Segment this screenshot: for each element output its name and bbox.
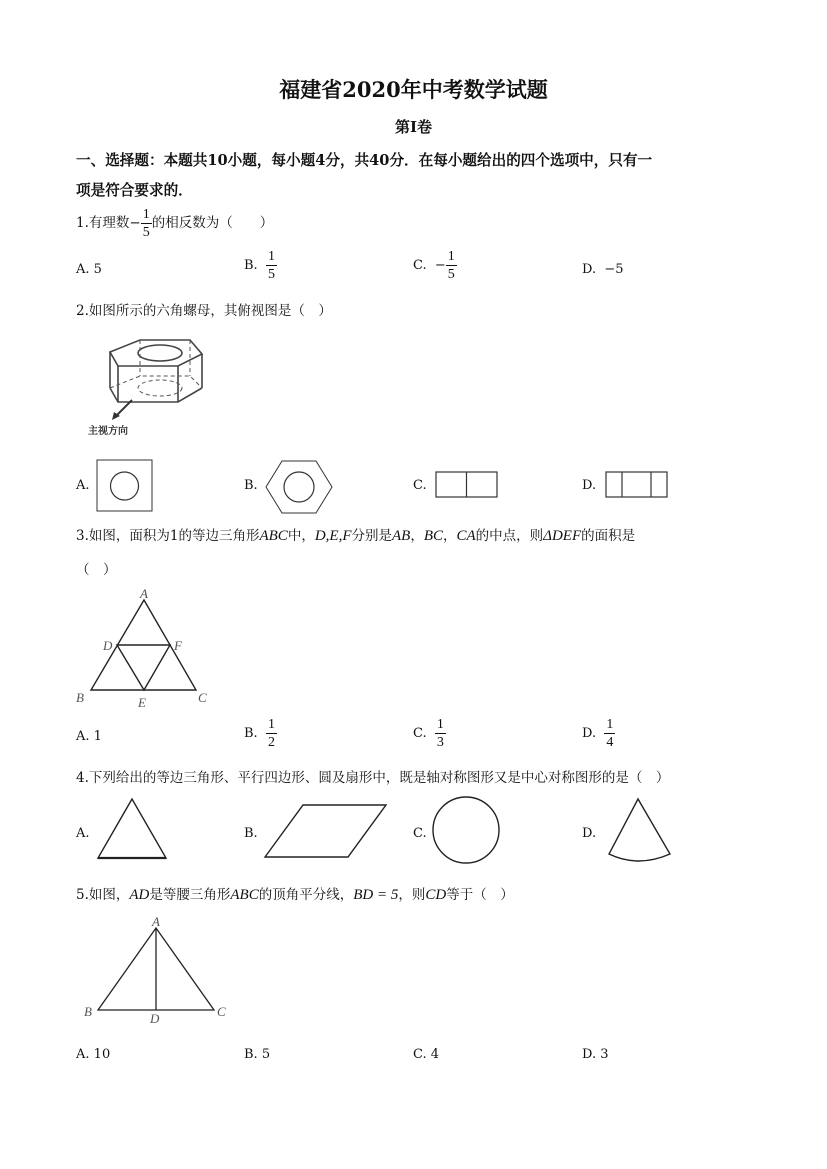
nut-top-face xyxy=(110,340,202,366)
option-label: C. xyxy=(413,726,427,741)
option-label: A. xyxy=(76,262,90,277)
section-heading xyxy=(76,146,752,206)
q1-option-d[interactable] xyxy=(582,262,624,277)
q3-math-bc: BC xyxy=(423,528,443,544)
q3-text-3: 分别是 xyxy=(351,528,392,544)
option-label: C. xyxy=(413,258,427,273)
option-label: A. xyxy=(76,729,90,744)
q2-option-d-label[interactable]: D. xyxy=(582,478,597,493)
page-title: 福建省2020年中考数学试题 xyxy=(279,77,548,102)
option-value: 10 xyxy=(93,1047,111,1062)
q1-option-a[interactable] xyxy=(76,262,102,277)
hex-nut-figure xyxy=(80,332,220,442)
option-value: 3 xyxy=(600,1047,609,1062)
q5-option-a[interactable] xyxy=(76,1047,110,1062)
q5-text-3: 的顶角平分线， xyxy=(258,887,354,903)
q1-option-b[interactable] xyxy=(244,248,277,283)
q1-suffix: 的相反数为（ ） xyxy=(151,215,274,231)
q5-math-bd: BD = 5 xyxy=(353,887,399,903)
frac-num: 1 xyxy=(447,249,455,264)
option-fraction xyxy=(435,716,446,751)
option-label: D. xyxy=(582,726,597,741)
option-fraction xyxy=(446,248,457,283)
option-label: D. xyxy=(582,262,597,277)
question-2: 2.如图所示的六角螺母，其俯视图是（ ） xyxy=(76,303,332,319)
frac-num: 1 xyxy=(267,717,275,732)
frac-den: 5 xyxy=(447,267,455,282)
q1-option-c[interactable] xyxy=(413,248,457,283)
parallelogram xyxy=(265,805,386,857)
q4-option-d-figure[interactable] xyxy=(602,796,676,866)
q3-text-2: 中， xyxy=(287,528,315,544)
question-3-line-2: （ ） xyxy=(76,562,117,578)
option-label: C. xyxy=(413,1047,427,1062)
label-a: A xyxy=(140,586,148,601)
sector-shape xyxy=(609,799,670,861)
q3-math-ca: CA xyxy=(456,528,476,544)
q5-text-1: 5.如图， xyxy=(76,887,130,903)
q4-option-c-label[interactable]: C. xyxy=(413,826,427,841)
q3-math-ab: AB xyxy=(392,528,411,544)
volume-label: 第Ⅰ卷 xyxy=(394,118,433,136)
q2-option-c-label[interactable]: C. xyxy=(413,478,427,493)
q1-neg: − xyxy=(129,215,141,231)
q5-option-c[interactable] xyxy=(413,1047,439,1062)
option-label: A. xyxy=(76,1047,90,1062)
label-a: A xyxy=(152,916,160,929)
q4-option-c-figure[interactable] xyxy=(431,795,501,865)
q5-math-cd: CD xyxy=(425,887,447,903)
q3-text-4: 的中点，则 xyxy=(475,528,544,544)
q3-math-abc: ABC xyxy=(259,528,288,544)
option-fraction xyxy=(266,248,277,283)
q1-fraction xyxy=(141,206,152,241)
q2-option-c-figure[interactable] xyxy=(435,471,499,499)
section-heading-line-2: 项是符合要求的． xyxy=(76,182,193,199)
q5-text-5: 等于（ ） xyxy=(446,887,514,903)
option-value: 5 xyxy=(261,1047,271,1062)
option-value: 4 xyxy=(430,1047,440,1062)
view-direction-caption: 主视方向 xyxy=(88,426,128,437)
frac-den: 4 xyxy=(606,735,614,750)
circle-shape xyxy=(433,797,499,863)
nut-top-hole xyxy=(138,345,182,361)
q3-option-c[interactable] xyxy=(413,716,446,751)
q2-option-d-figure[interactable] xyxy=(605,471,669,499)
q3-option-a[interactable] xyxy=(76,729,102,744)
option-fraction xyxy=(604,716,615,751)
question-3 xyxy=(76,524,635,545)
frac-den: 3 xyxy=(436,735,444,750)
q1-frac-num: 1 xyxy=(142,207,150,222)
label-c: C xyxy=(217,1004,226,1019)
q5-math-ad: AD xyxy=(129,887,150,903)
q3-triangle-figure xyxy=(72,586,212,710)
q2-option-a-figure[interactable] xyxy=(96,459,154,513)
q5-math-abc: ABC xyxy=(230,887,259,903)
q3-text-5: 的面积是 xyxy=(581,528,636,544)
q2-option-a-label[interactable]: A. xyxy=(76,478,90,493)
q5-option-d[interactable] xyxy=(582,1047,609,1062)
q3-text-1: 3.如图，面积为1的等边三角形 xyxy=(76,528,260,544)
label-d: D xyxy=(103,638,113,653)
q4-option-b-label[interactable]: B. xyxy=(244,826,258,841)
q1-frac-den: 5 xyxy=(142,225,150,240)
option-value: −5 xyxy=(604,262,624,277)
option-label: B. xyxy=(244,726,258,741)
question-5 xyxy=(76,883,514,904)
option-label: D. xyxy=(582,1047,597,1062)
q3-option-d[interactable] xyxy=(582,716,615,751)
question-4: 4.下列给出的等边三角形、平行四边形、圆及扇形中，既是轴对称图形又是中心对称图形的是（ ） xyxy=(76,770,670,786)
q3-sep-2: ， xyxy=(443,528,457,544)
q5-text-4: ，则 xyxy=(398,887,426,903)
q3-option-b[interactable] xyxy=(244,716,277,751)
option-fraction xyxy=(266,716,277,751)
frac-den: 5 xyxy=(267,267,275,282)
option-label: B. xyxy=(244,258,258,273)
label-c: C xyxy=(198,690,207,705)
q2-option-b-figure[interactable] xyxy=(264,459,334,515)
q4-option-a-label[interactable]: A. xyxy=(76,826,90,841)
q4-option-b-figure[interactable] xyxy=(263,802,389,860)
q4-option-d-label[interactable]: D. xyxy=(582,826,597,841)
option-neg: − xyxy=(434,258,446,273)
label-b: B xyxy=(76,690,84,705)
label-e: E xyxy=(138,695,146,710)
q5-text-2: 是等腰三角形 xyxy=(149,887,231,903)
q3-math-tri-def: ΔDEF xyxy=(543,528,582,544)
frac-num: 1 xyxy=(606,717,614,732)
triangle-def xyxy=(117,645,170,690)
frac-num: 1 xyxy=(267,249,275,264)
q3-sep-1: ， xyxy=(410,528,424,544)
label-b: B xyxy=(84,1004,92,1019)
option-value: 1 xyxy=(93,729,102,744)
frac-num: 1 xyxy=(436,717,444,732)
q5-option-b[interactable] xyxy=(244,1047,270,1062)
q2-option-b-label[interactable]: B. xyxy=(244,478,258,493)
option-label: B. xyxy=(244,1047,258,1062)
frac-den: 2 xyxy=(267,735,275,750)
q4-option-a-figure[interactable] xyxy=(94,796,174,862)
label-d: D xyxy=(150,1011,160,1026)
label-f: F xyxy=(174,638,182,653)
q5-triangle-figure xyxy=(80,916,240,1026)
section-heading-line-1: 一、选择题：本题共10小题，每小题4分，共40分．在每小题给出的四个选项中，只有一 xyxy=(76,152,653,169)
question-1 xyxy=(76,206,273,241)
q1-prefix: 1.有理数 xyxy=(76,215,130,231)
option-value: 5 xyxy=(93,262,102,277)
equilateral-triangle xyxy=(98,799,166,858)
q3-math-def: D,E,F xyxy=(314,528,352,544)
